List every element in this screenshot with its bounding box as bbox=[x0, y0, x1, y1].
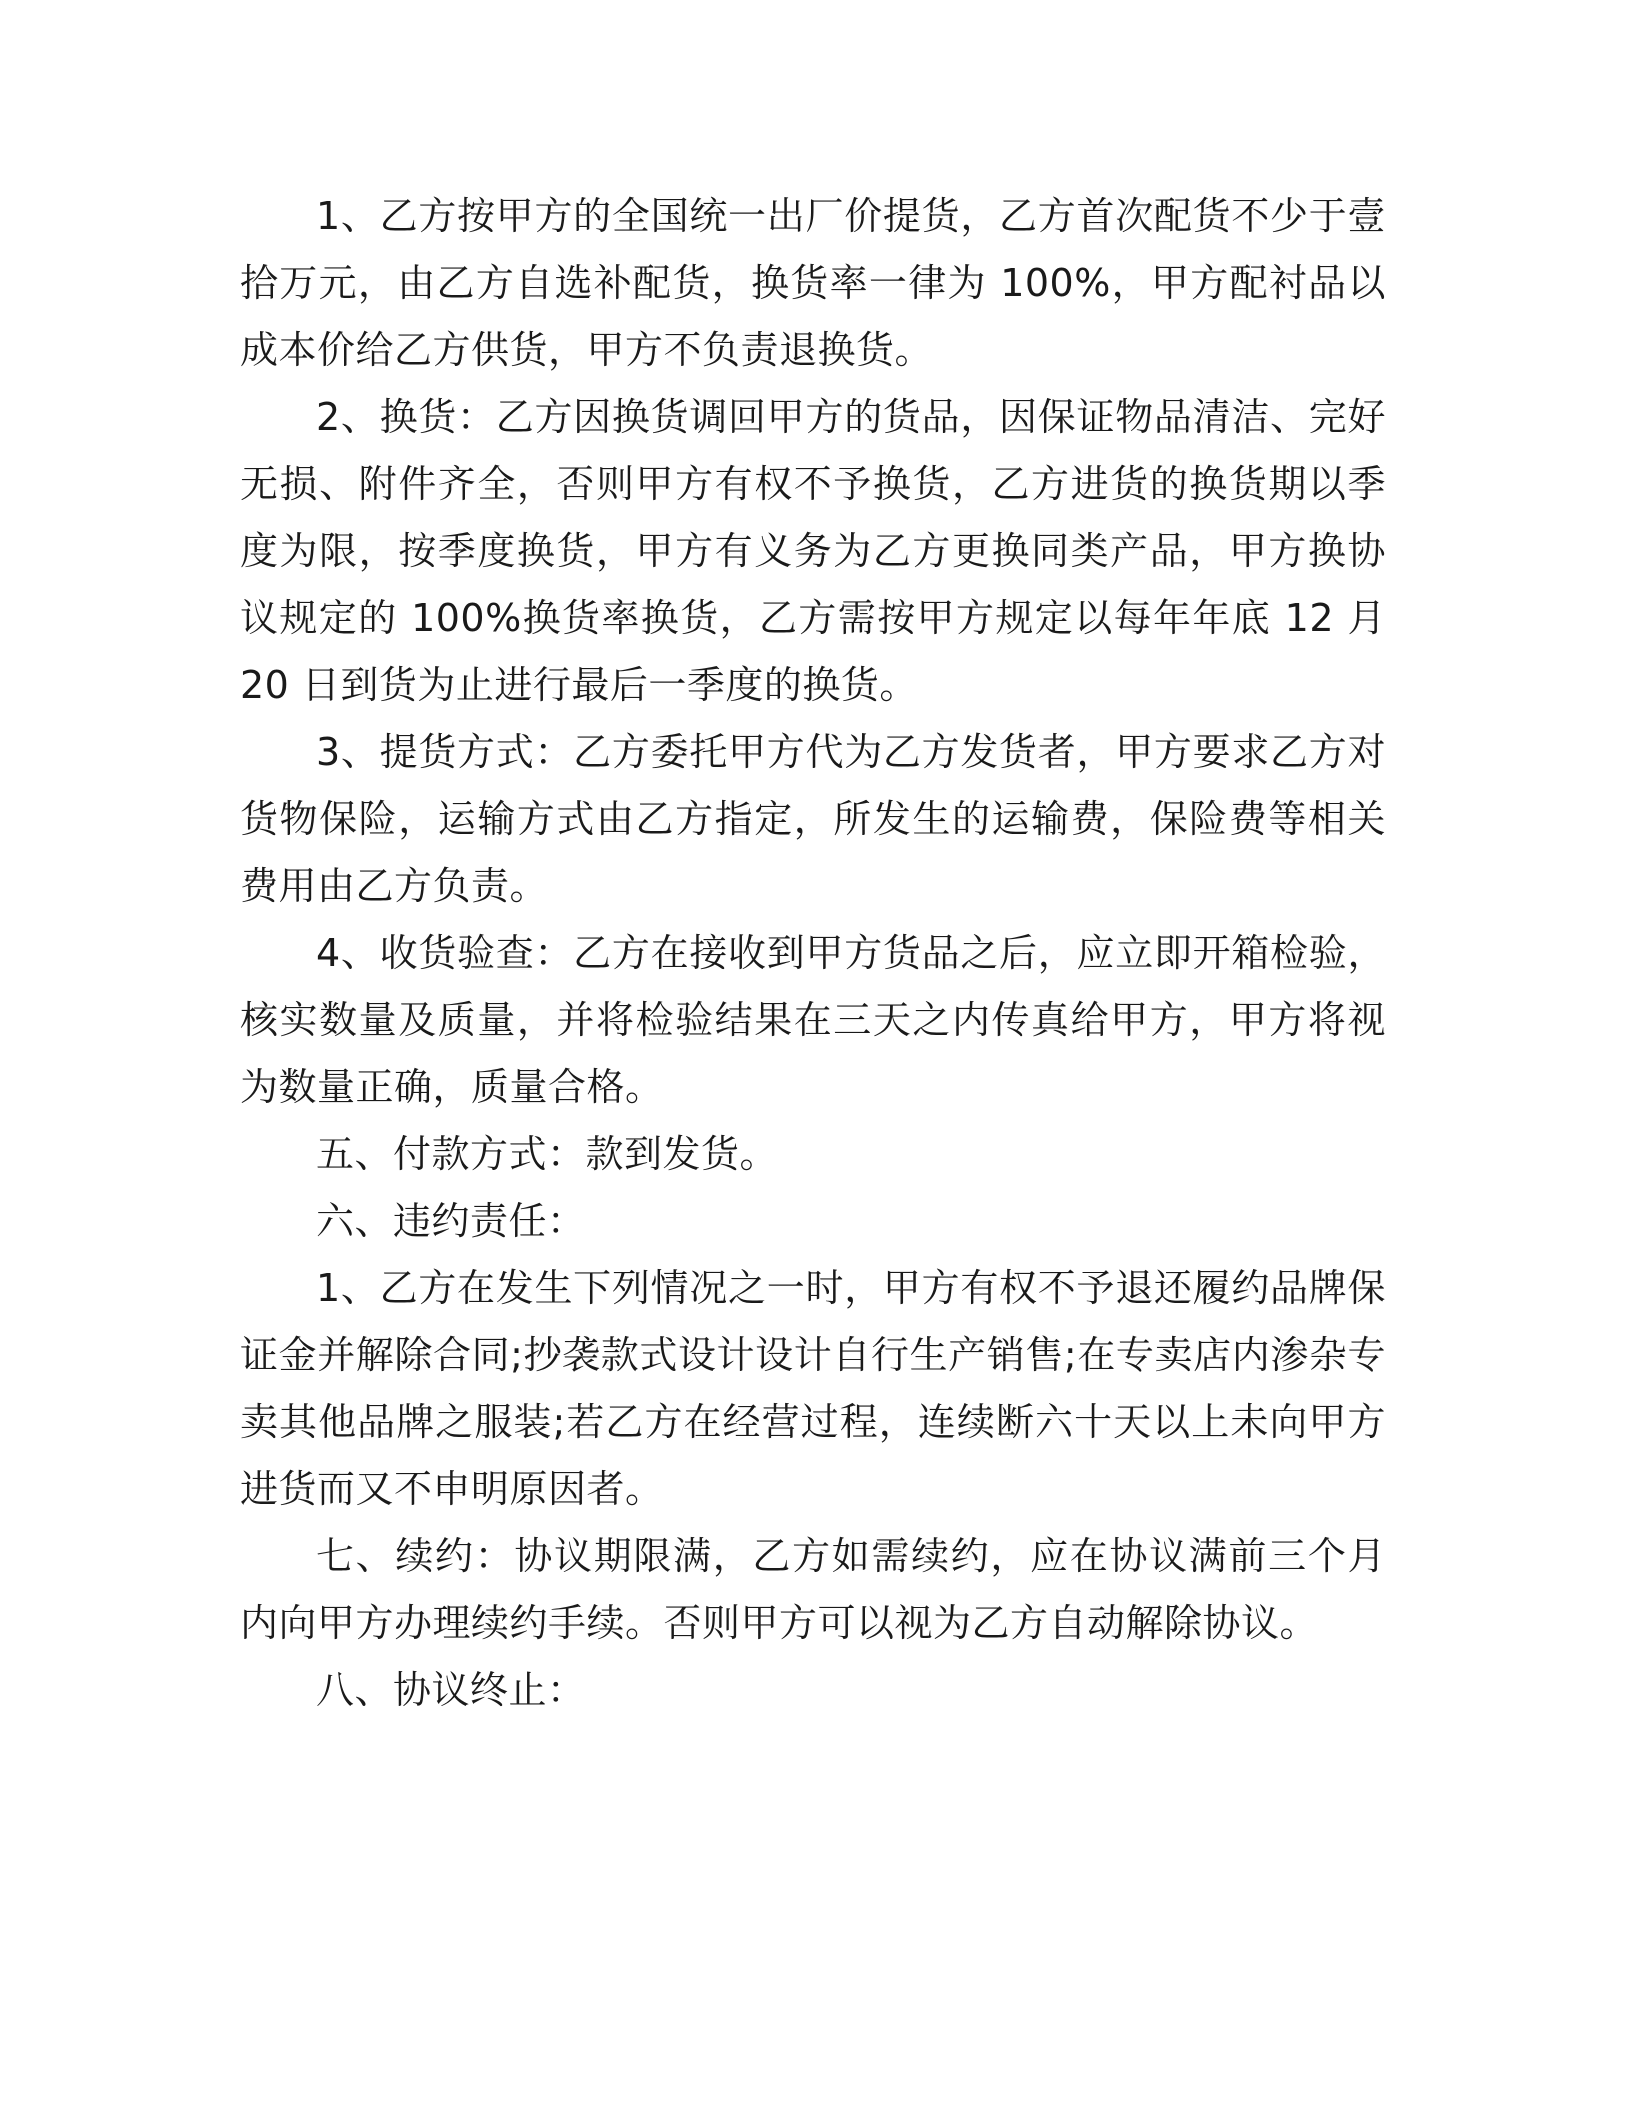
paragraph-clause-1: 1、乙方按甲方的全国统一出厂价提货，乙方首次配货不少于壹拾万元，由乙方自选补配货，换货率一律为 100%，甲方配衬品以成本价给乙方供货，甲方不负责退换货。 bbox=[240, 194, 1386, 372]
paragraph-clause-4: 4、收货验查：乙方在接收到甲方货品之后，应立即开箱检验，核实数量及质量，并将检验结果在三天之内传真给甲方，甲方将视为数量正确，质量合格。 bbox=[240, 931, 1386, 1109]
paragraph-renewal: 七、续约：协议期限满，乙方如需续约，应在协议满前三个月内向甲方办理续约手续。否则甲方可以视为乙方自动解除协议。 bbox=[240, 1534, 1386, 1645]
paragraph-clause-3: 3、提货方式：乙方委托甲方代为乙方发货者，甲方要求乙方对货物保险，运输方式由乙方指定，所发生的运输费，保险费等相关费用由乙方负责。 bbox=[240, 730, 1386, 908]
paragraph-payment: 五、付款方式：款到发货。 bbox=[316, 1132, 779, 1176]
paragraph-breach-heading: 六、违约责任： bbox=[316, 1199, 586, 1243]
paragraph-clause-2: 2、换货：乙方因换货调回甲方的货品，因保证物品清洁、完好无损、附件齐全，否则甲方有权不予换货，乙方进货的换货期以季度为限，按季度换货，甲方有义务为乙方更换同类产品，甲方换协议规定的 100%换货率换货，乙方需按甲方规定以每年年底 12 月 20 日到货为止进行最后一季度的换货。 bbox=[240, 395, 1386, 707]
paragraph-termination-heading: 八、协议终止： bbox=[316, 1668, 586, 1712]
document-body bbox=[240, 183, 1386, 1724]
paragraph-breach-1: 1、乙方在发生下列情况之一时，甲方有权不予退还履约品牌保证金并解除合同;抄袭款式设计设计自行生产销售;在专卖店内渗杂专卖其他品牌之服装;若乙方在经营过程，连续断六十天以上未向甲方进货而又不申明原因者。 bbox=[240, 1266, 1386, 1511]
